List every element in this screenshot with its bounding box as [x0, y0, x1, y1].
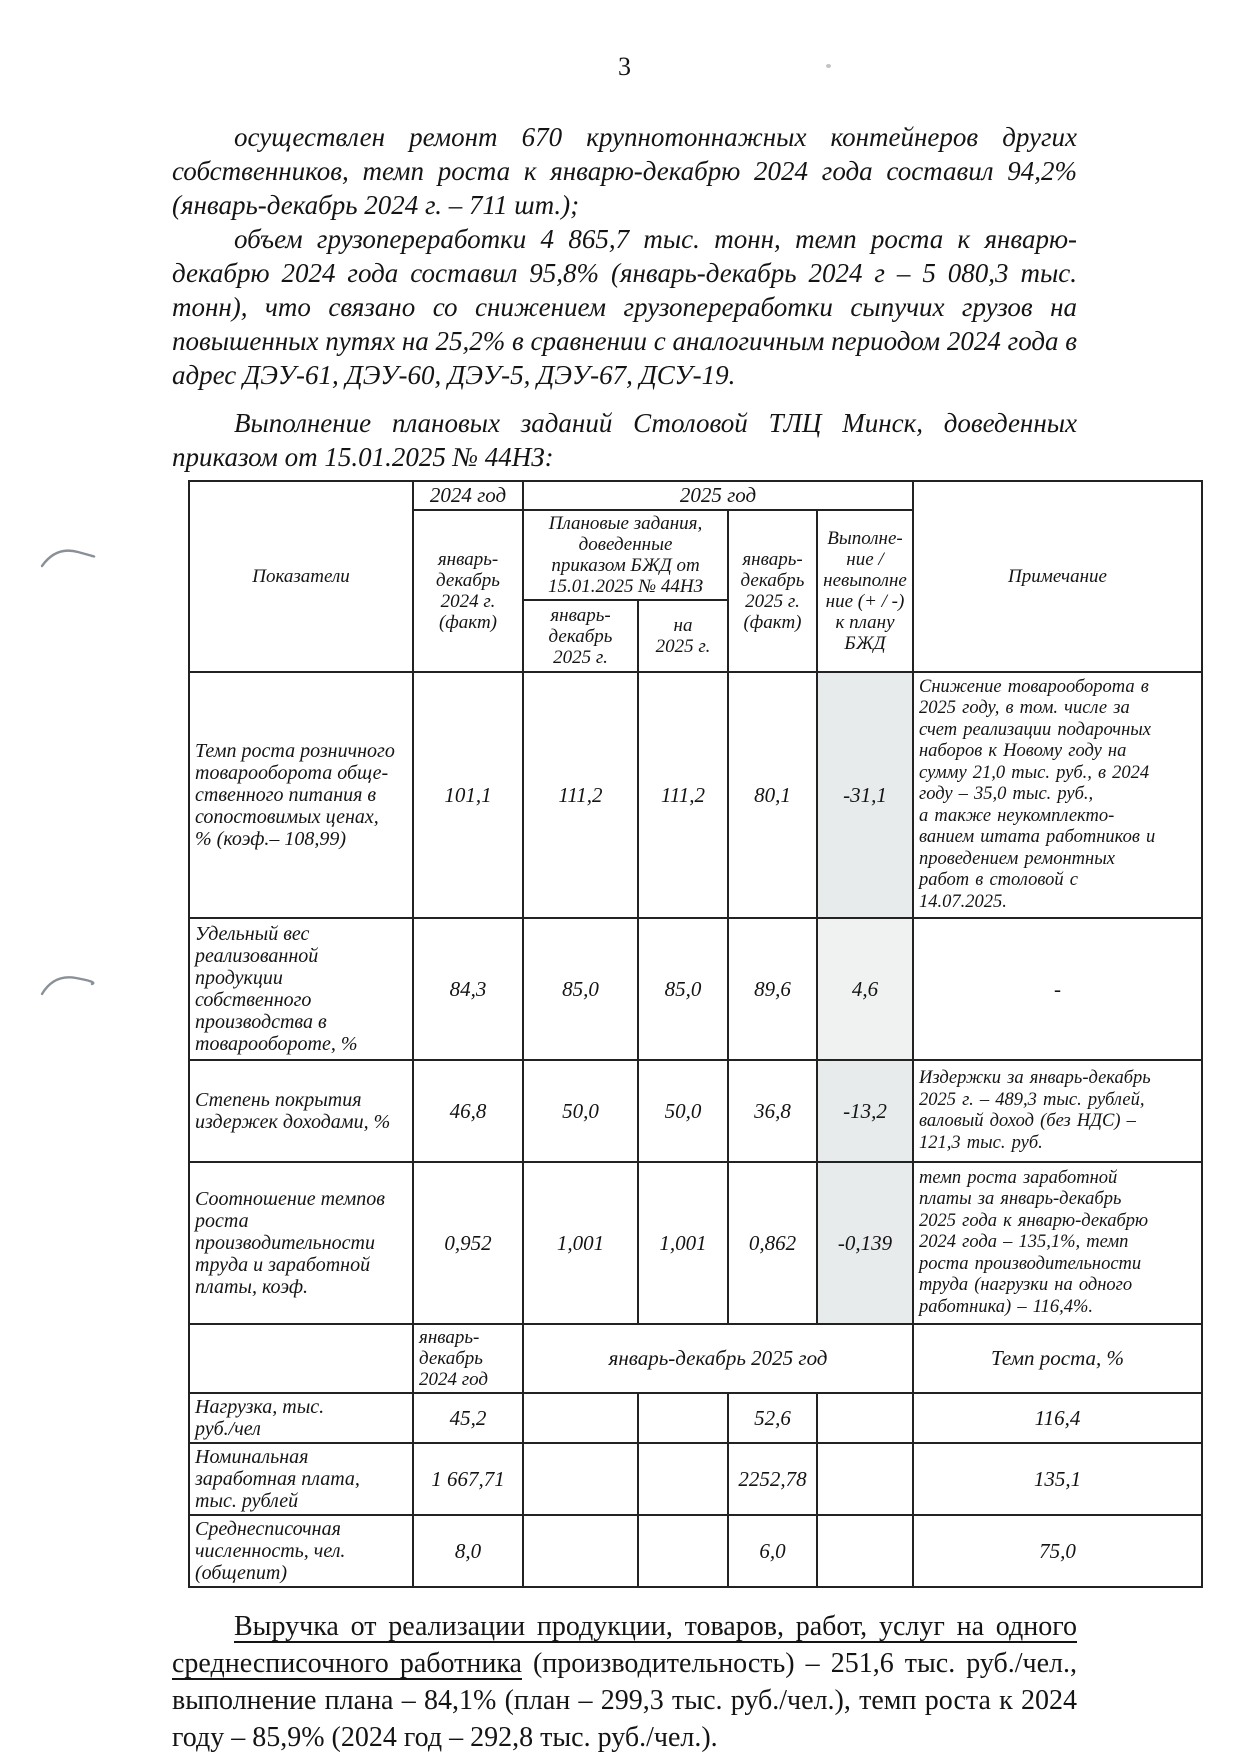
- cell-note: -: [913, 918, 1202, 1060]
- cell-temp: 135,1: [913, 1443, 1202, 1515]
- cell-2025-fact: 0,862: [728, 1162, 817, 1324]
- header-jd2024-fact: январь- декабрь 2024 г. (факт): [413, 510, 523, 672]
- intro-line-1: Выполнение плановых заданий Столовой ТЛЦ Минск, доведенных: [234, 408, 1077, 438]
- cell-plan-na: 50,0: [638, 1060, 728, 1162]
- cell-2024: 8,0: [413, 1515, 523, 1587]
- header-year-2024: 2024 год: [413, 481, 523, 510]
- header-plan-na2025: на 2025 г.: [638, 600, 728, 672]
- table-row-growth-ratio: [189, 1162, 1202, 1324]
- header-plan-group: Плановые задания, доведенные приказом БЖД от 15.01.2025 № 44НЗ: [523, 510, 728, 600]
- cell-2024-fact: 46,8: [413, 1060, 523, 1162]
- margin-pencil-mark: [38, 968, 96, 1002]
- table-row-own-production: [189, 918, 1202, 1060]
- header-plan-jd2025: январь- декабрь 2025 г.: [523, 600, 638, 672]
- cell-plan-jd: 111,2: [523, 672, 638, 918]
- cell-2025-fact: 89,6: [728, 918, 817, 1060]
- cell-note: Снижение товарооборота в 2025 году, в том. числе за счет реализации подарочных наборов к Новому году на сумму 21,0 тыс. руб., в 2024 году – 35,0 тыс. руб., а также неукомплекто- ванием штата работников и проведением ремонтных работ в столовой с 14.07.2025.: [913, 672, 1202, 918]
- page-number: 3: [618, 52, 631, 81]
- cell-delta: 4,6: [817, 918, 913, 1060]
- cell-note: Издержки за январь-декабрь 2025 г. – 489,3 тыс. рублей, валовый доход (без НДС) – 121,3 тыс. руб.: [913, 1060, 1202, 1162]
- header-jd2025-fact: январь- декабрь 2025 г. (факт): [728, 510, 817, 672]
- revenue-underlined-text: Выручка от реализации продукции, товаров, работ, услуг на одного среднесписочного работника: [172, 1611, 1077, 1679]
- cell-plan-na: 1,001: [638, 1162, 728, 1324]
- band2-temp: Темп роста, %: [913, 1324, 1202, 1393]
- cell-empty: [817, 1393, 913, 1443]
- cell-temp: 116,4: [913, 1393, 1202, 1443]
- cell-2024-fact: 0,952: [413, 1162, 523, 1324]
- revenue-rest-text: (производительность) – 251,6 тыс. руб./чел., выполнение плана – 84,1% (план – 299,3 тыс. руб./чел.), темп роста к 2024 году – 85,9% (2024 год – 292,8 тыс. руб./чел.).: [172, 1648, 1077, 1753]
- cell-indicator: Номинальная заработная плата, тыс. рублей: [189, 1443, 413, 1515]
- cell-empty: [523, 1515, 638, 1587]
- page-content: [0, 120, 1240, 1754]
- cell-delta: -31,1: [817, 672, 913, 918]
- header-delta: Выполне- ние / невыполне ние (+ / -) к плану БЖД: [817, 510, 913, 672]
- cell-indicator: Темп роста розничного товарооборота обще- ственного питания в сопостовимых ценах, % (коэф.– 108,99): [189, 672, 413, 918]
- scan-speck: [826, 64, 831, 68]
- paragraph-cargo: объем грузопереработки 4 865,7 тыс. тонн, темп роста к январю-декабрю 2024 года составил 95,8% (январь-декабрь 2024 г – 5 080,3 тыс. тонн), что связано со снижением грузопереработки сыпучих грузов на повышенных путях на 25,2% в сравнении с аналогичным периодом 2024 года в адрес ДЭУ-61, ДЭУ-60, ДЭУ-5, ДЭУ-67, ДСУ-19.: [172, 224, 1077, 390]
- cell-empty: [638, 1393, 728, 1443]
- paragraph-revenue: [172, 1608, 1077, 1754]
- cell-delta: -13,2: [817, 1060, 913, 1162]
- cell-indicator: Удельный вес реализованной продукции собственного производства в товарообороте, %: [189, 918, 413, 1060]
- cell-plan-jd: 50,0: [523, 1060, 638, 1162]
- header-indicators: Показатели: [189, 481, 413, 672]
- cell-2025: 6,0: [728, 1515, 817, 1587]
- cell-plan-jd: 1,001: [523, 1162, 638, 1324]
- cell-indicator: Среднесписочная численность, чел. (общепит): [189, 1515, 413, 1587]
- cell-2025-fact: 80,1: [728, 672, 817, 918]
- cell-2024-fact: 84,3: [413, 918, 523, 1060]
- table-row-headcount: [189, 1515, 1202, 1587]
- cell-empty: [523, 1443, 638, 1515]
- table-row-turnover: [189, 672, 1202, 918]
- cell-empty: [817, 1515, 913, 1587]
- table-row-load: [189, 1393, 1202, 1443]
- cell-empty: [817, 1443, 913, 1515]
- plan-fulfillment-table: [188, 480, 1203, 1588]
- cell-temp: 75,0: [913, 1515, 1202, 1587]
- cell-2024: 45,2: [413, 1393, 523, 1443]
- table-row-nominal-wage: [189, 1443, 1202, 1515]
- intro-line-2: приказом от 15.01.2025 № 44НЗ:: [172, 442, 554, 472]
- cell-2025: 2252,78: [728, 1443, 817, 1515]
- cell-indicator: Нагрузка, тыс. руб./чел: [189, 1393, 413, 1443]
- cell-2024-fact: 101,1: [413, 672, 523, 918]
- cell-indicator: Степень покрытия издержек доходами, %: [189, 1060, 413, 1162]
- margin-pencil-mark: [38, 542, 96, 576]
- cell-empty: [523, 1393, 638, 1443]
- paragraph-table-intro: [172, 406, 1077, 474]
- cell-plan-na: 111,2: [638, 672, 728, 918]
- header-year-2025: 2025 год: [523, 481, 913, 510]
- band2-jd2024: январь- декабрь 2024 год: [413, 1324, 523, 1393]
- cell-plan-jd: 85,0: [523, 918, 638, 1060]
- header-note: Примечание: [913, 481, 1202, 672]
- cell-empty: [638, 1515, 728, 1587]
- table-band2-header: [189, 1324, 1202, 1393]
- cell-plan-na: 85,0: [638, 918, 728, 1060]
- cell-2024: 1 667,71: [413, 1443, 523, 1515]
- paragraph-repairs: осуществлен ремонт 670 крупнотоннажных контейнеров других собственников, темп роста к январю-декабрю 2024 года составил 94,2% (январь-декабрь 2024 г. – 711 шт.);: [172, 122, 1077, 220]
- cell-empty: [638, 1443, 728, 1515]
- cell-2025: 52,6: [728, 1393, 817, 1443]
- cell-delta: -0,139: [817, 1162, 913, 1324]
- table-row-cost-coverage: [189, 1060, 1202, 1162]
- cell-note: темп роста заработной платы за январь-декабрь 2025 года к январю-декабрю 2024 года – 135,1%, темп роста производительности труда (нагрузки на одного работника) – 116,4%.: [913, 1162, 1202, 1324]
- band2-jd2025: январь-декабрь 2025 год: [523, 1324, 913, 1393]
- cell-2025-fact: 36,8: [728, 1060, 817, 1162]
- band2-empty: [189, 1324, 413, 1393]
- cell-indicator: Соотношение темпов роста производительности труда и заработной платы, коэф.: [189, 1162, 413, 1324]
